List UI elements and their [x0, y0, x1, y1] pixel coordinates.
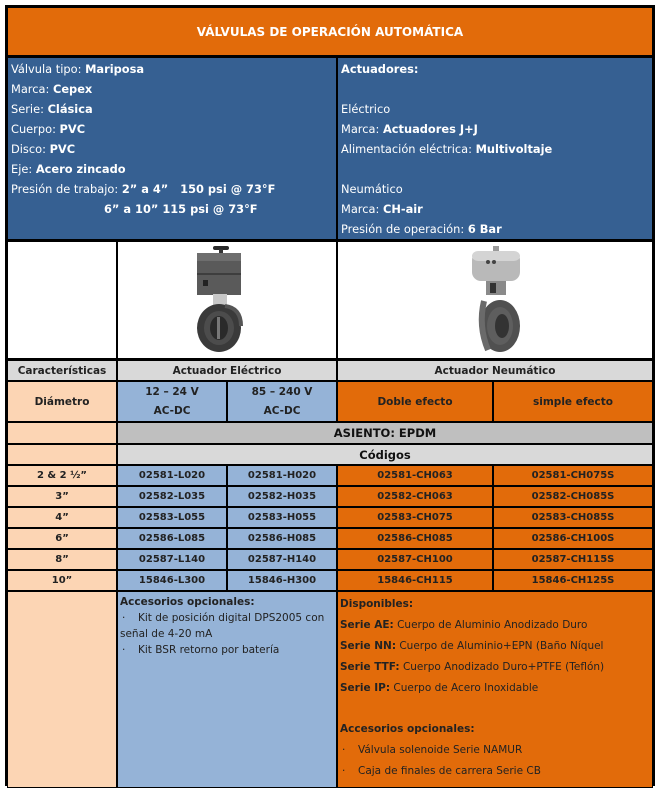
electric-power-value: Multivoltaje — [475, 142, 553, 156]
list-item: · Kit BSR retorno por batería — [122, 644, 280, 656]
single-acting-header: simple efecto — [493, 381, 653, 422]
valve-brand-line: Marca: Cepex — [11, 82, 93, 96]
electric-high-code-cell: 02581-H020 — [227, 465, 337, 486]
electric-accessories-title: Accesorios opcionales: — [120, 596, 255, 608]
pneumatic-actuator-title: Neumático — [341, 182, 403, 196]
series-item: Serie NN: Cuerpo de Aluminio+EPN (Baño Níquel — [340, 640, 604, 652]
working-pressure-line-2 — [11, 199, 333, 219]
diameter-cell: 2 & 2 ½” — [7, 465, 117, 486]
list-item: · Caja de finales de carrera Serie CB — [340, 761, 650, 782]
image-row-blank — [7, 241, 117, 360]
working-pressure-line: Presión de trabajo: 2” a 4” 150 psi @ 73°F — [11, 182, 276, 196]
electric-low-code-cell: 02582-L035 — [117, 486, 227, 507]
valve-info-panel — [7, 57, 337, 241]
bullet-icon: · — [122, 612, 126, 624]
valve-disc-line: Disco: PVC — [11, 142, 76, 156]
diameter-cell: 6” — [7, 528, 117, 549]
pneumatic-single-code-cell: 02581-CH075S — [493, 465, 653, 486]
title-text: VÁLVULAS DE OPERACIÓN AUTOMÁTICA — [196, 24, 464, 39]
electric-high-code-cell: 02586-H085 — [227, 528, 337, 549]
electric-accessories-panel — [117, 591, 337, 788]
pneumatic-valve-image-cell — [337, 241, 653, 360]
series-item: Serie AE: Cuerpo de Aluminio Anodizado Duro — [340, 619, 588, 631]
electric-actuator-header: Actuador Eléctrico — [117, 360, 337, 381]
pneumatic-accessories-panel — [337, 591, 653, 788]
diameter-cell: 3” — [7, 486, 117, 507]
diameter-cell: 4” — [7, 507, 117, 528]
valve-shaft-line: Eje: Acero zincado — [11, 162, 126, 176]
pneumatic-single-code-cell: 02586-CH100S — [493, 528, 653, 549]
electric-low-code-cell: 02587-L140 — [117, 549, 227, 570]
electric-high-code-cell: 02583-H055 — [227, 507, 337, 528]
valves-spec-sheet — [5, 5, 655, 786]
seat-row-blank — [7, 422, 117, 444]
electric-low-code-cell: 02583-L055 — [117, 507, 227, 528]
pneumatic-brand-value: CH-air — [382, 202, 423, 216]
list-item: · Kit de posición digital DPS2005 con — [122, 612, 325, 624]
pneumatic-double-code-cell: 02583-CH075 — [337, 507, 493, 528]
diameter-cell: 8” — [7, 549, 117, 570]
pneumatic-double-code-cell: 02586-CH085 — [337, 528, 493, 549]
available-series-title: Disponibles: — [340, 598, 414, 610]
pneumatic-accessories-title: Accesorios opcionales: — [340, 723, 475, 735]
valve-series-value: Clásica — [47, 102, 93, 116]
valve-brand-value: Cepex — [52, 82, 93, 96]
valve-type-value: Mariposa — [85, 62, 145, 76]
valve-disc-value: PVC — [49, 142, 76, 156]
pneumatic-single-code-cell: 02587-CH115S — [493, 549, 653, 570]
bullet-icon: · — [122, 644, 126, 656]
codes-row-blank — [7, 444, 117, 465]
pneumatic-actuator-header: Actuador Neumático — [337, 360, 653, 381]
electric-high-code-cell: 02587-H140 — [227, 549, 337, 570]
pneumatic-single-code-cell: 02582-CH085S — [493, 486, 653, 507]
seat-material-row: ASIENTO: EPDM — [117, 422, 653, 444]
pneumatic-double-code-cell: 02587-CH100 — [337, 549, 493, 570]
working-pressure-value-2: 6” a 10” 115 psi @ 73°F — [104, 202, 258, 216]
working-pressure-value-1: 2” a 4” 150 psi @ 73°F — [121, 182, 276, 196]
electric-high-code-cell: 02582-H035 — [227, 486, 337, 507]
electric-low-code-cell: 02586-L085 — [117, 528, 227, 549]
diameter-cell: 10” — [7, 570, 117, 591]
electric-low-voltage-header: 12 – 24 V AC-DC — [117, 381, 227, 422]
pneumatic-single-code-cell: 15846-CH125S — [493, 570, 653, 591]
page-title — [7, 7, 653, 57]
characteristics-header: Características — [7, 360, 117, 381]
electric-butterfly-valve-icon — [191, 246, 251, 354]
accessories-row-blank — [7, 591, 117, 788]
valve-body-value: PVC — [59, 122, 86, 136]
pneumatic-double-code-cell: 02581-CH063 — [337, 465, 493, 486]
pneumatic-double-code-cell: 02582-CH063 — [337, 486, 493, 507]
electric-actuator-title: Eléctrico — [341, 102, 391, 116]
pneumatic-pressure-value: 6 Bar — [467, 222, 502, 236]
pneumatic-single-code-cell: 02583-CH085S — [493, 507, 653, 528]
electric-low-code-cell: 15846-L300 — [117, 570, 227, 591]
actuators-info-panel — [337, 57, 653, 241]
electric-high-voltage-header: 85 – 240 V AC-DC — [227, 381, 337, 422]
double-acting-header: Doble efecto — [337, 381, 493, 422]
valve-body-line: Cuerpo: PVC — [11, 122, 86, 136]
bullet-icon: · — [342, 765, 346, 777]
actuators-heading: Actuadores: — [341, 62, 419, 76]
valve-type-line: Válvula tipo: Mariposa — [11, 62, 145, 76]
codes-header: Códigos — [117, 444, 653, 465]
diameter-header: Diámetro — [7, 381, 117, 422]
list-item: · Válvula solenoide Serie NAMUR — [340, 740, 650, 761]
electric-brand-line: Marca: Actuadores J+J — [341, 122, 478, 136]
electric-brand-value: Actuadores J+J — [382, 122, 478, 136]
list-item-continuation: señal de 4-20 mA — [120, 628, 213, 640]
valve-series-line: Serie: Clásica — [11, 102, 93, 116]
series-item: Serie IP: Cuerpo de Acero Inoxidable — [340, 682, 539, 694]
electric-low-code-cell: 02581-L020 — [117, 465, 227, 486]
pneumatic-pressure-line: Presión de operación: 6 Bar — [341, 222, 502, 236]
series-item: Serie TTF: Cuerpo Anodizado Duro+PTFE (Teflón) — [340, 661, 605, 673]
valve-shaft-value: Acero zincado — [35, 162, 126, 176]
electric-power-line: Alimentación eléctrica: Multivoltaje — [341, 142, 553, 156]
electric-valve-image-cell — [117, 241, 337, 360]
electric-high-code-cell: 15846-H300 — [227, 570, 337, 591]
bullet-icon: · — [342, 744, 346, 756]
pneumatic-double-code-cell: 15846-CH115 — [337, 570, 493, 591]
pneumatic-brand-line: Marca: CH-air — [341, 202, 423, 216]
pneumatic-butterfly-valve-icon — [466, 246, 526, 356]
